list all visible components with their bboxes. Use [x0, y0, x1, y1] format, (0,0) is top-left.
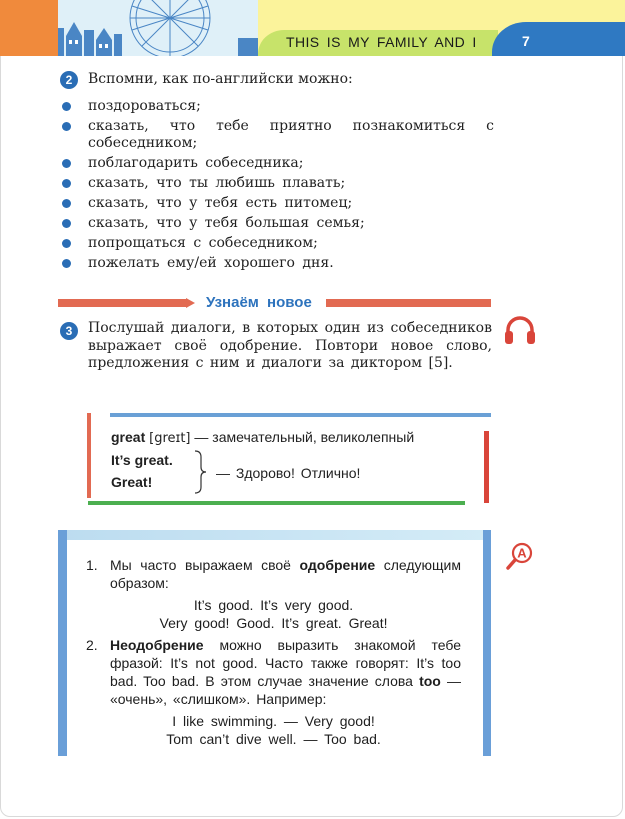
- bullet-icon: [62, 219, 71, 228]
- bullet-icon: [62, 259, 71, 268]
- headphones-icon[interactable]: [503, 315, 537, 345]
- list-item: поздороваться;: [62, 98, 494, 115]
- bullet-icon: [62, 159, 71, 168]
- vocab-translation: замечательный, великолепный: [212, 429, 415, 445]
- grammar-right-bar: [483, 530, 491, 756]
- curly-brace-icon: [193, 449, 207, 495]
- list-item: сказать, что тебе приятно познакомиться с: [62, 118, 494, 135]
- list-item: попрощаться с собеседником;: [62, 235, 494, 252]
- header-blue-tab: [492, 22, 625, 56]
- grammar-top-bar: [58, 530, 491, 540]
- vocab-phrase-translation: — Здорово! Отлично!: [216, 465, 361, 481]
- bullet-icon: [62, 102, 71, 111]
- vocab-dash: —: [194, 429, 209, 445]
- list-item: сказать, что у тебя большая семья;: [62, 215, 494, 232]
- section-title: Узнаём новое: [188, 293, 326, 313]
- header-orange-block: [0, 0, 58, 56]
- grammar-example: Very good! Good. It’s great. Great!: [159, 615, 388, 631]
- grammar-example: I like swimming. — Very good!: [172, 713, 375, 729]
- bullet-icon: [62, 199, 71, 208]
- running-title: THIS IS MY FAMILY AND I: [286, 34, 477, 50]
- vocab-bottom-line: [88, 501, 465, 505]
- ferris-wheel-illustration: [58, 0, 258, 56]
- exercise-3-text: Послушай диалоги, в которых один из собеседников выражает своё одобрение. Повтори новое слово, предложения с ним и диалоги за диктором [5].: [88, 320, 492, 371]
- exercise-3-number: 3: [60, 322, 78, 340]
- vocab-left-line: [87, 413, 91, 498]
- exercise-2-number: 2: [60, 71, 78, 89]
- bullet-icon: [62, 239, 71, 248]
- grammar-item-1: 1. Мы часто выражаем своё одобрение следующим образом:: [86, 557, 461, 591]
- exercise-2-prompt: Вспомни, как по-английски можно:: [88, 71, 353, 87]
- vocab-top-line: [110, 413, 491, 417]
- vocab-right-line: [484, 431, 489, 503]
- grammar-text: [86, 556, 461, 748]
- bullet-icon: [62, 122, 71, 131]
- vocab-phrase-1: It’s great.: [111, 452, 173, 468]
- magnifier-a-icon[interactable]: [505, 542, 535, 572]
- list-item: поблагодарить собеседника;: [62, 155, 494, 172]
- svg-text:A: A: [517, 545, 527, 561]
- list-item: сказать, что у тебя есть питомец;: [62, 195, 494, 212]
- list-item-continuation: собеседником;: [88, 135, 198, 151]
- page-number: 7: [522, 33, 530, 49]
- grammar-left-bar: [58, 530, 67, 756]
- grammar-item-2: 2. Неодобрение можно выразить знакомой тебе фразой: It’s not good. Часто также говорят: It’s too bad. Too bad. В этом случае значение слова too — «очень», «слишком». Например:: [86, 637, 461, 707]
- vocab-phrase-2: Great!: [111, 474, 153, 490]
- list-item: пожелать ему/ей хорошего дня.: [62, 255, 494, 272]
- vocab-entry: [111, 429, 414, 446]
- bullet-icon: [62, 179, 71, 188]
- header-ferris-wheel-illustration: [58, 0, 258, 56]
- grammar-example: It’s good. It’s very good.: [193, 597, 354, 613]
- vocab-word: great: [111, 429, 146, 445]
- grammar-example: Tom can’t dive well. — Too bad.: [166, 731, 381, 747]
- exercise-2-list: [62, 98, 494, 275]
- list-item: сказать, что ты любишь плавать;: [62, 175, 494, 192]
- vocab-transcription: [greɪt]: [149, 431, 191, 446]
- section-arrow-icon: [186, 298, 195, 308]
